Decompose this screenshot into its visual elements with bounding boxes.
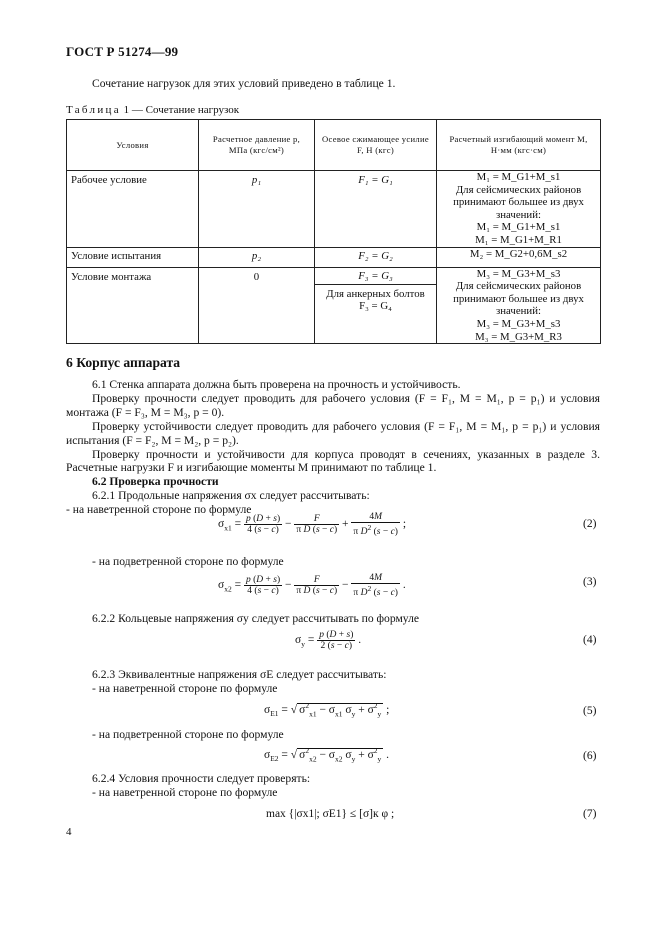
moment-line: принимают большее из двух [453, 292, 584, 305]
section-body [66, 378, 600, 517]
equation-number: (3) [583, 576, 597, 588]
equation-number: (2) [583, 518, 597, 530]
cell-moment [437, 171, 601, 248]
cell-pressure: p₁ [199, 171, 315, 248]
moment-line: значений: [496, 305, 541, 318]
leeward-label: - на подветренной стороне по формуле [92, 728, 284, 741]
leeward-label: - на подветренной стороне по формуле [92, 555, 284, 568]
col-header-bending-moment: Расчетный изгибающий момент M, Н·мм (кгс·см) [437, 120, 601, 171]
moment-line: принимают большее из двух [453, 196, 584, 209]
paragraph: Проверку прочности и устойчивости для корпуса проводят в сечениях, указанных в разделе 3. Расчетные нагрузки F и изгибающие моменты M принимают по таблице 1. [66, 447, 600, 475]
moment-line: M₁ = M_G1+M_R1 [475, 233, 562, 246]
equation-number: (7) [583, 808, 597, 820]
moment-line: M₂ = M_G2+0,6M_s2 [469, 247, 568, 260]
moment-line: M₃ = M_G3+M_R3 [475, 330, 562, 343]
table-caption-rest: 1 — Сочетание нагрузок [123, 104, 240, 116]
table-row [67, 171, 601, 248]
col-header-conditions: Условия [67, 120, 199, 171]
formula-5: $\sigma_{E1}$ = √ $\sigma^2_{x1} - \sigma_{x1}$ $\sigma_y + \sigma^2_y$ ; [264, 701, 390, 719]
formula-3: $\sigma_{x2}$ = $\frac{p (D + s)}{4 (s - c)}$ − $\frac{F}{\text{π D (s − c)}}$ − $\frac{4M}{\pi D^2 (s - c)}$ . [218, 573, 406, 599]
cell-pressure: 0 [199, 267, 315, 344]
moment-line: значений: [496, 208, 541, 221]
moment-line: M₃ = M_G3+M_s3 [476, 317, 561, 330]
moment-line: Для сейсмических районов [455, 280, 582, 293]
cell-force: F₃ = G₃ [315, 268, 436, 285]
formula-7: max {|σx1|; σE1} ≤ [σ]к φ ; [266, 808, 395, 820]
col-header-axial-force: Осевое сжимающее усилие F, Н (кгс) [315, 120, 437, 171]
table-caption-prefix: Таблица [66, 104, 121, 116]
paragraph: 6.2.4 Условия прочности следует проверять: [92, 772, 311, 785]
cell-moment [437, 247, 601, 267]
cell-condition: Условие монтажа [67, 267, 199, 344]
paragraph: 6.1 Стенка аппарата должна быть проверена на прочность и устойчивость. [92, 378, 461, 391]
paragraph: 6.2.1 Продольные напряжения σx следует рассчитывать: [92, 489, 370, 503]
moment-line: M₁ = M_G1+M_s1 [476, 171, 561, 183]
equation-number: (4) [583, 634, 597, 646]
document-code: ГОСТ Р 51274—99 [66, 44, 179, 59]
moment-line: M₃ = M_G3+M_s3 [476, 267, 561, 280]
table-caption [66, 104, 239, 116]
cell-condition: Условие испытания [67, 247, 199, 267]
formula-6: $\sigma_{E2}$ = √ $\sigma^2_{x2} - \sigma_{x2}$ $\sigma_y + \sigma^2_y$ . [264, 746, 390, 764]
paragraph: 6.2.3 Эквивалентные напряжения σE следует рассчитывать: [92, 668, 387, 681]
cell-force-split [315, 267, 437, 344]
cell-condition: Рабочее условие [67, 171, 199, 248]
windward-label: - на наветренной стороне по формуле [92, 682, 278, 695]
paragraph: Проверку устойчивости следует проводить для рабочего условия (F = F₁, M = M₁, p = p₁) и условия испытания (F = F₂, M = M₂, p = p₂). [66, 419, 600, 447]
paragraph: - на наветренной стороне по формуле [66, 503, 252, 517]
cell-pressure: p₂ [199, 247, 315, 267]
windward-label: - на наветренной стороне по формуле [92, 786, 278, 799]
page-number: 4 [66, 826, 72, 838]
paragraph: Проверку прочности следует проводить для рабочего условия (F = F₁, M = M₁, p = p₁) и условия монтажа (F = F₃, M = M₃, p = 0). [66, 391, 600, 419]
cell-moment [437, 267, 601, 344]
equation-number: (6) [583, 750, 597, 762]
formula-2: $\sigma_{x1}$ = $\frac{p (D + s)}{4 (s - c)}$ − $\frac{F}{\text{π D (s − c)}}$ + $\frac{4M}{\pi D^2 (s - c)}$ ; [218, 512, 407, 538]
section-title: 6 Корпус аппарата [66, 355, 181, 370]
intro-text: Сочетание нагрузок для этих условий приведено в таблице 1. [92, 77, 396, 90]
cell-force: F₂ = G₂ [315, 247, 437, 267]
table-row [67, 247, 601, 267]
equation-number: (5) [583, 705, 597, 717]
formula-4: $\sigma_y$ = $\frac{p (D + s)}{2 (s - c)}$ . [295, 630, 362, 651]
paragraph: 6.2.2 Кольцевые напряжения σy следует рассчитывать по формуле [92, 612, 420, 625]
table-header-row [67, 120, 601, 171]
moment-line: Для сейсмических районов [455, 183, 582, 196]
moment-line: M₁ = M_G1+M_s1 [476, 221, 561, 234]
table-row [67, 267, 601, 344]
subsection-title: 6.2 Проверка прочности [92, 475, 219, 489]
cell-force: F₁ = G₁ [315, 171, 437, 248]
cell-force-anchor: Для анкерных болтов F₃ = G₄ [326, 287, 425, 313]
col-header-pressure: Расчетное давление p, МПа (кгс/см²) [199, 120, 315, 171]
load-combination-table [66, 119, 601, 344]
